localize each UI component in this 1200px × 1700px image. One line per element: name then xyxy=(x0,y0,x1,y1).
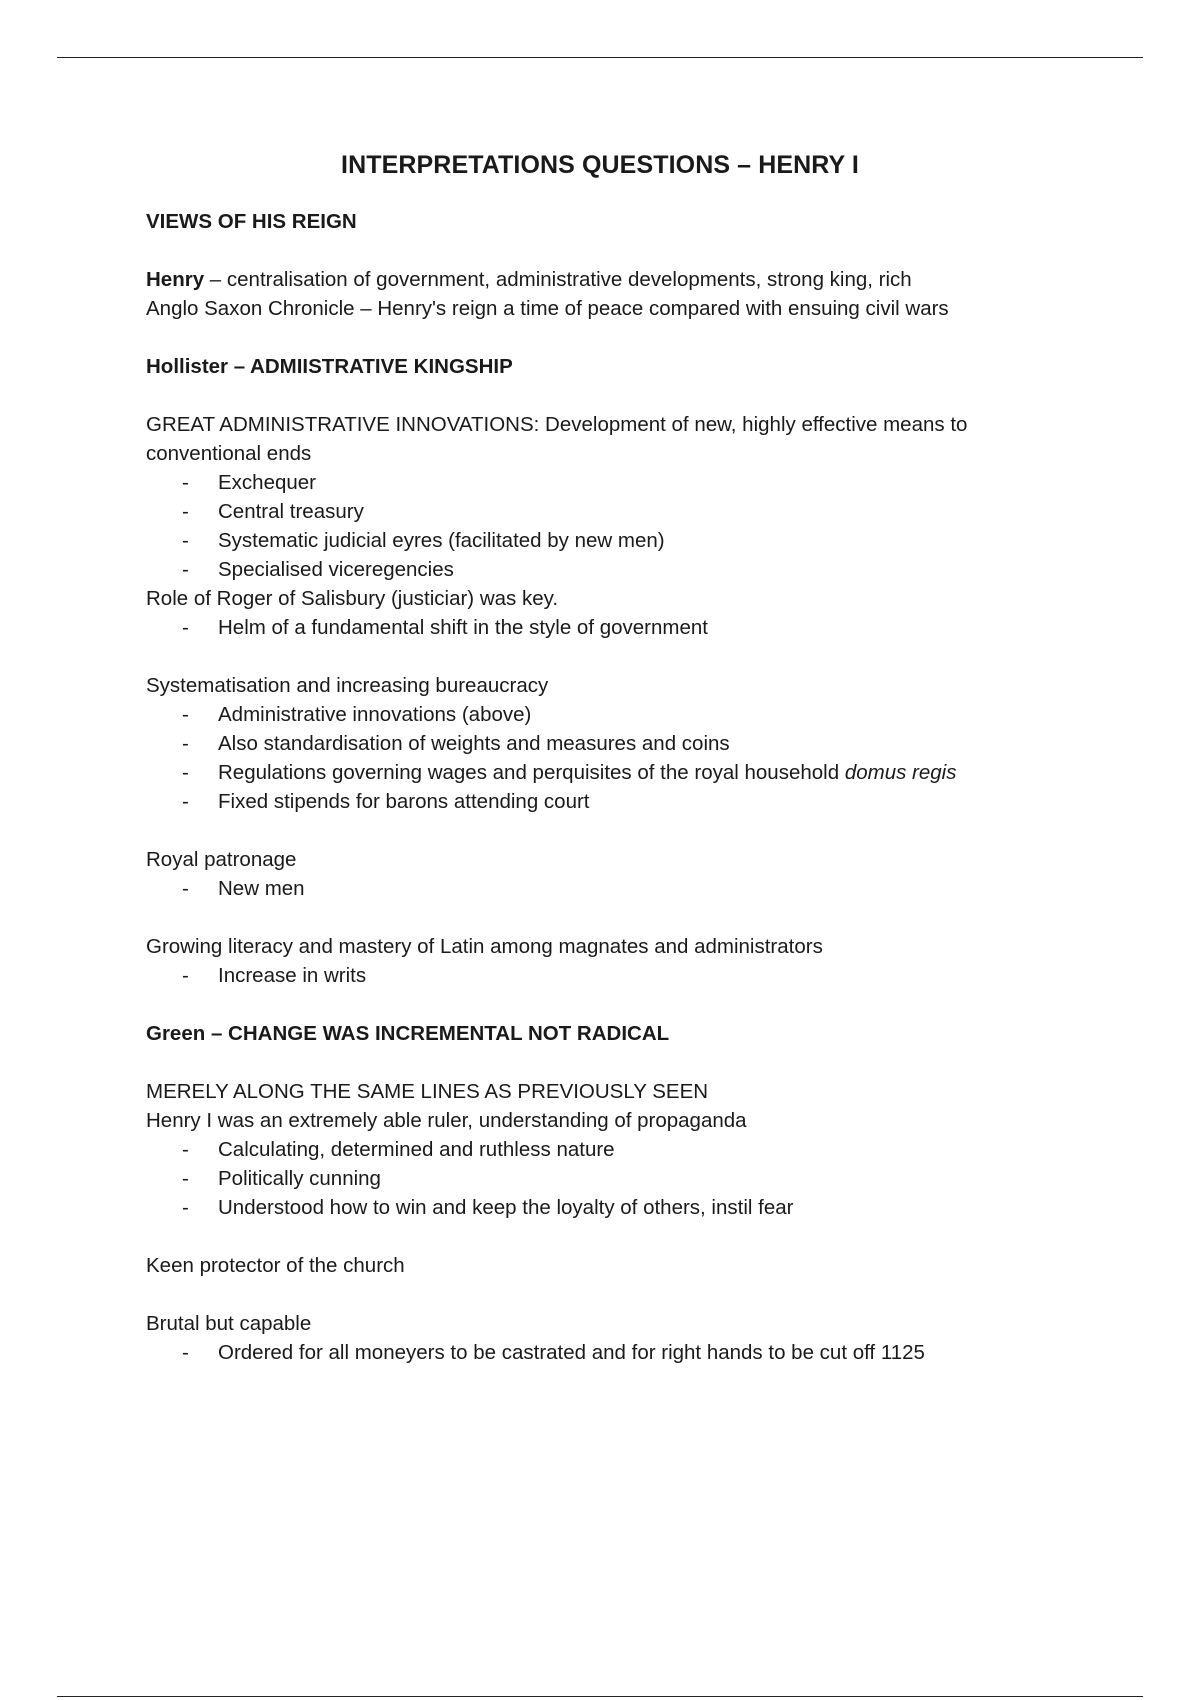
page-title: INTERPRETATIONS QUESTIONS – HENRY I xyxy=(341,151,859,179)
hollister-heading: Hollister – ADMIISTRATIVE KINGSHIP xyxy=(146,355,513,378)
ruler-list xyxy=(146,1135,1046,1222)
list-item-text: Specialised viceregencies xyxy=(218,558,454,581)
dash-bullet: - xyxy=(182,964,189,987)
dash-bullet: - xyxy=(182,761,189,784)
list-item xyxy=(146,1193,1046,1222)
document-body xyxy=(146,148,1046,1367)
list-item xyxy=(146,700,1046,729)
list-item-text: Increase in writs xyxy=(218,964,367,987)
patronage-intro: Royal patronage xyxy=(146,848,297,871)
list-item xyxy=(146,468,1046,497)
domus-regis-term: domus regis xyxy=(844,761,957,784)
list-item-text: Administrative innovations (above) xyxy=(218,703,532,726)
henry-line xyxy=(146,265,1046,294)
literacy-intro: Growing literacy and mastery of Latin among magnates and administrators xyxy=(146,935,823,958)
roger-list xyxy=(146,613,1046,642)
literacy-list xyxy=(146,961,1046,990)
list-item xyxy=(146,497,1046,526)
list-item xyxy=(146,758,1046,787)
list-item xyxy=(146,1164,1046,1193)
dash-bullet: - xyxy=(182,1196,189,1219)
dash-bullet: - xyxy=(182,877,189,900)
list-item xyxy=(146,961,1046,990)
views-heading: VIEWS OF HIS REIGN xyxy=(146,210,357,233)
list-item-text: New men xyxy=(218,877,305,900)
list-item-text: Central treasury xyxy=(218,500,364,523)
list-item-text: Understood how to win and keep the loyalty of others, instil fear xyxy=(218,1196,794,1219)
dash-bullet: - xyxy=(182,790,189,813)
list-item xyxy=(146,1135,1046,1164)
dash-bullet: - xyxy=(182,732,189,755)
list-item-text: Ordered for all moneyers to be castrated and for right hands to be cut off 1125 xyxy=(218,1341,925,1364)
chronicle-line: Anglo Saxon Chronicle – Henry's reign a time of peace compared with ensuing civil wars xyxy=(146,297,949,320)
list-item-text: Exchequer xyxy=(218,471,317,494)
dash-bullet: - xyxy=(182,471,189,494)
list-item xyxy=(146,526,1046,555)
innovations-list xyxy=(146,468,1046,584)
list-item xyxy=(146,729,1046,758)
list-item-text: Politically cunning xyxy=(218,1167,381,1190)
patronage-list xyxy=(146,874,1046,903)
green-heading: Green – CHANGE WAS INCREMENTAL NOT RADICAL xyxy=(146,1022,670,1045)
dash-bullet: - xyxy=(182,558,189,581)
dash-bullet: - xyxy=(182,616,189,639)
list-item xyxy=(146,787,1046,816)
systematisation-intro: Systematisation and increasing bureaucracy xyxy=(146,674,549,697)
brutal-line: Brutal but capable xyxy=(146,1312,312,1335)
systematisation-list xyxy=(146,700,1046,816)
list-item xyxy=(146,1338,1046,1367)
list-item-text: Calculating, determined and ruthless nature xyxy=(218,1138,615,1161)
list-item xyxy=(146,613,1046,642)
top-rule xyxy=(57,57,1143,58)
dash-bullet: - xyxy=(182,1341,189,1364)
list-item-text: Helm of a fundamental shift in the style of government xyxy=(218,616,708,639)
dash-bullet: - xyxy=(182,500,189,523)
roger-line: Role of Roger of Salisbury (justiciar) was key. xyxy=(146,587,559,610)
list-item-text: Systematic judicial eyres (facilitated by new men) xyxy=(218,529,665,552)
henry-label: Henry xyxy=(146,268,205,291)
ruler-line: Henry I was an extremely able ruler, understanding of propaganda xyxy=(146,1109,747,1132)
dash-bullet: - xyxy=(182,529,189,552)
list-item xyxy=(146,555,1046,584)
bottom-rule xyxy=(57,1696,1143,1697)
henry-text: – centralisation of government, administrative developments, strong king, rich xyxy=(204,268,912,291)
church-line: Keen protector of the church xyxy=(146,1254,405,1277)
list-item xyxy=(146,874,1046,903)
list-item-text: Regulations governing wages and perquisites of the royal household xyxy=(218,761,845,784)
innovations-intro: GREAT ADMINISTRATIVE INNOVATIONS: Development of new, highly effective means to conventional ends xyxy=(146,413,968,465)
dash-bullet: - xyxy=(182,1138,189,1161)
dash-bullet: - xyxy=(182,703,189,726)
brutal-list xyxy=(146,1338,1046,1367)
dash-bullet: - xyxy=(182,1167,189,1190)
list-item-text: Fixed stipends for barons attending court xyxy=(218,790,590,813)
list-item-text: Also standardisation of weights and measures and coins xyxy=(218,732,730,755)
merely-line: MERELY ALONG THE SAME LINES AS PREVIOUSLY SEEN xyxy=(146,1080,709,1103)
